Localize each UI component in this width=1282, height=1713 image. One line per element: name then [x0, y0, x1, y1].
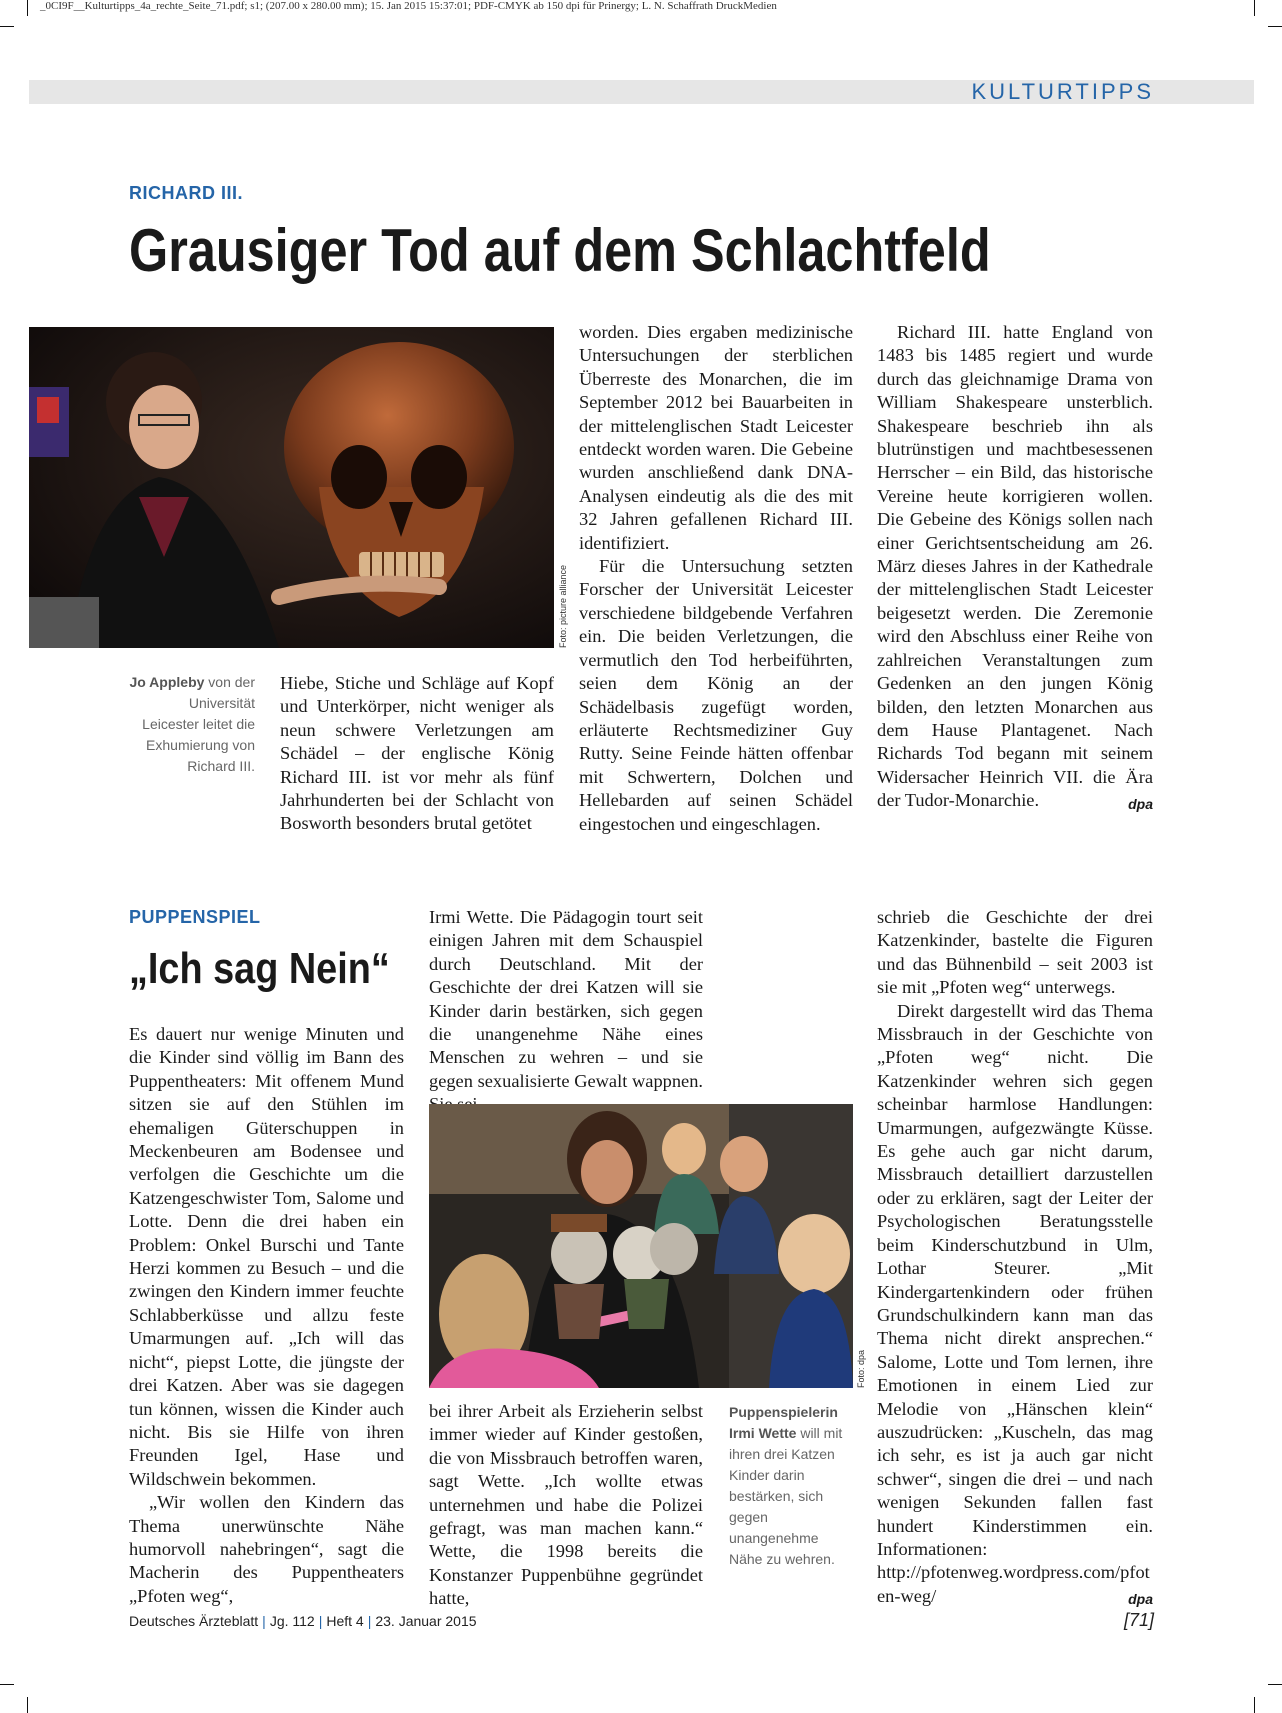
article1-column-1 [280, 672, 554, 836]
crop-mark [1268, 26, 1282, 27]
article1-photo-credit: Foto: picture alliance [558, 564, 568, 648]
article1-kicker: RICHARD III. [129, 183, 243, 203]
crop-mark [0, 26, 14, 27]
article1-col2-paragraph-1: worden. Dies ergaben medizinische Untersuchungen der sterblichen Überreste des Monarchen, die im September 2012 bei Bauarbeiten in der mittelenglischen Stadt Leicester entdeckt worden waren. Die Gebeine wurden anschließend dank DNA-Analysen eindeutig als die des mit 32 Jahren gefallenen Richard III. identifiziert. [579, 322, 853, 553]
footer-date: 23. Januar 2015 [375, 1613, 477, 1629]
article1-col3-paragraph: Richard III. hatte England von 1483 bis 1485 regiert und wurde durch das gleichnamige Drama von William Shakespeare unsterblich. Shakespeare beschrieb ihn als blutrünstigen und machtbesessenen Herrscher – ein Bild, das historische Vereine heute korrigieren wollen. Die Gebeine des Königs sollen nach einer Gerichtsentscheidung am 26. März dieses Jahres in der Kathedrale der mittelenglischen Stadt Leicester beigesetzt werden. Die Zeremonie wird den Abschluss einer Reihe von zahlreichen Veranstaltungen zum Gedenken an den jungen König bilden, den letzten Monarchen aus dem Hause Plantagenet. Nach Richards Tod begann mit seinem Widersacher Heinrich VII. die Ära der Tudor-Monarchie. [877, 322, 1153, 811]
article1-caption [129, 672, 255, 777]
footer-journal: Deutsches Ärzteblatt [129, 1613, 259, 1629]
article1-caption-text: von der Universität Leicester leitet die Exhumierung von Richard III. [142, 674, 255, 774]
article2-column-2-top [429, 906, 703, 1117]
article2-column-1 [129, 1023, 404, 1608]
crop-mark [0, 1684, 14, 1685]
article2-col2-top-paragraph: Irmi Wette. Die Pädagogin tourt seit einigen Jahren mit dem Schauspiel durch Deutschland. Mit der Geschichte der drei Katzen will sie Kinder darin bestärken, sich gegen die unangenehme Nähe eines Menschen zu wehren – und sie gegen sexualisierte Gewalt wappnen. [429, 907, 703, 1091]
puppet-photo-image [429, 1104, 853, 1388]
article1-column-2 [579, 321, 853, 836]
article2-col3-paragraph-1: schrieb die Geschichte der drei Katzenkinder, bastelte die Figuren und das Bühnenbild – seit 2003 ist sie mit „Pfoten weg“ unterwegs. [877, 907, 1153, 998]
article2-col1-paragraph-2: „Wir wollen den Kindern das Thema unerwünschte Nähe humorvoll nahebringen“, sagt die Macherin des Puppentheaters „Pfoten weg“, [129, 1492, 404, 1606]
article2-column-2-bottom [429, 1400, 703, 1611]
footer-volume: Jg. 112 [269, 1613, 315, 1629]
skull-photo-image [29, 327, 554, 648]
article2-agency: dpa [1128, 1591, 1153, 1608]
article2-col3-paragraph-2: Direkt dargestellt wird das Thema Missbrauch in der Geschichte von „Pfoten weg“ nicht. Die Katzenkinder wehren sich gegen scheinbar harmlose Handlungen: Umarmungen, aufgezwängte Küsse. Es gehe auch gar nicht darum, Missbrauch detailliert darzustellen oder zu erklären, sagt der Leiter der Psychologischen Beratungsstelle beim Kinderschutzbund in Ulm, Lothar Steurer. „Mit Kindergartenkindern oder frühen Grundschulkindern kann man das Thema nicht direkt ansprechen.“ Salome, Lotte und Tom lernen, ihre Emotionen in einem Lied zur Melodie von „Hänschen klein“ auszudrücken: „Kuscheln, das mag ich sehr, es ist ja auch gar nicht schwer“, singen die drei – und nach wenigen Sekunden fallen fast hundert Kinderstimmen ein. Informationen: http://pfotenweg.wordpress.com/pfoten-weg/ [877, 1000, 1153, 1606]
page-number: [71] [1123, 1610, 1154, 1630]
article1-agency: dpa [1128, 795, 1153, 812]
crop-mark [27, 0, 28, 16]
section-label: KULTURTIPPS [971, 79, 1154, 104]
crop-mark [1254, 0, 1255, 16]
article2-caption [729, 1402, 851, 1570]
article2-column-3 [877, 906, 1153, 1612]
article1-col1-paragraph: Hiebe, Stiche und Schläge auf Kopf und Unterkörper, nicht weniger als neun schwere Verletzungen am Schädel – der englische König Richard III. ist vor mehr als fünf Jahrhunderten bei der Schlacht von Bosworth besonders brutal getötet [280, 673, 554, 834]
article1-col2-paragraph-2: Für die Untersuchung setzten Forscher der Universität Leicester verschiedene bildgebende Verfahren ein. Die beiden Verletzungen, die vermutlich den Tod herbeiführten, seien dem König an der Schädelbasis zugefügt worden, erläuterte Rechtsmediziner Guy Rutty. Seine Feinde hätten offenbar mit Schwertern, Dolchen und Hellebarden auf seinen Schädel eingestochen und eingeschlagen. [579, 556, 853, 834]
article2-photo [429, 1104, 853, 1388]
crop-mark [27, 1697, 28, 1713]
article2-kicker: PUPPENSPIEL [129, 907, 261, 927]
article2-caption-text: will mit ihren drei Katzen Kinder darin bestärken, sich gegen unangenehme Nähe zu wehren. [729, 1425, 843, 1567]
article1-column-3 [877, 321, 1153, 816]
footer-separator: | [367, 1613, 372, 1629]
article2-caption-name: Puppenspielerin Irmi Wette [729, 1404, 838, 1441]
footer-issue: Heft 4 [326, 1613, 364, 1629]
article2-col1-paragraph-1: Es dauert nur wenige Minuten und die Kinder sind völlig im Bann des Puppentheaters: Mit offenem Mund sitzen sie auf den Stühlen im ehemaligen Güterschuppen in Meckenbeuren am Bodensee und verfolgen die Geschichte um die Katzengeschwister Tom, Salome und Lotte. Denn die drei haben ein Problem: Onkel Burschi und Tante Herzi kommen zu Besuch – und die zwingen den Kindern immer feuchte Schlabberküsse und allzu feste Umarmungen auf. „Ich will das nicht“, piepst Lotte, die jüngste der drei Katzen. Aber was sie dagegen tun können, wissen die Kinder auch nicht. Bis sie Hilfe von ihren Freunden Igel, Hase und Wildschwein bekommen. [129, 1024, 404, 1489]
page-footer [129, 1613, 477, 1629]
article1-photo [29, 327, 554, 648]
footer-separator: | [262, 1613, 266, 1629]
article2-photo-credit: Foto: dpa [856, 1349, 866, 1388]
crop-mark [1254, 1697, 1255, 1713]
print-metadata: _0CI9F__Kulturtipps_4a_rechte_Seite_71.pdf; s1; (207.00 x 280.00 mm); 15. Jan 2015 15:37:01; PDF-CMYK ab 150 dpi für Prinergy; L. N. Schaffrath DruckMedien [40, 0, 777, 12]
footer-separator: | [318, 1613, 323, 1629]
article1-caption-name: Jo Appleby [129, 674, 205, 690]
article2-col2-bottom-paragraph: bei ihrer Arbeit als Erzieherin selbst immer wieder auf Kinder gestoßen, die von Missbrauch betroffen waren, sagt Wette. „Ich wollte etwas unternehmen und habe die Polizei gefragt, was man machen kann.“ Wette, die 1998 bereits die Konstanzer Puppenbühne gegründet hatte, [429, 1401, 703, 1609]
article1-headline: Grausiger Tod auf dem Schlachtfeld [129, 217, 991, 284]
crop-mark [1268, 1684, 1282, 1685]
article2-headline: „Ich sag Nein“ [129, 944, 390, 993]
